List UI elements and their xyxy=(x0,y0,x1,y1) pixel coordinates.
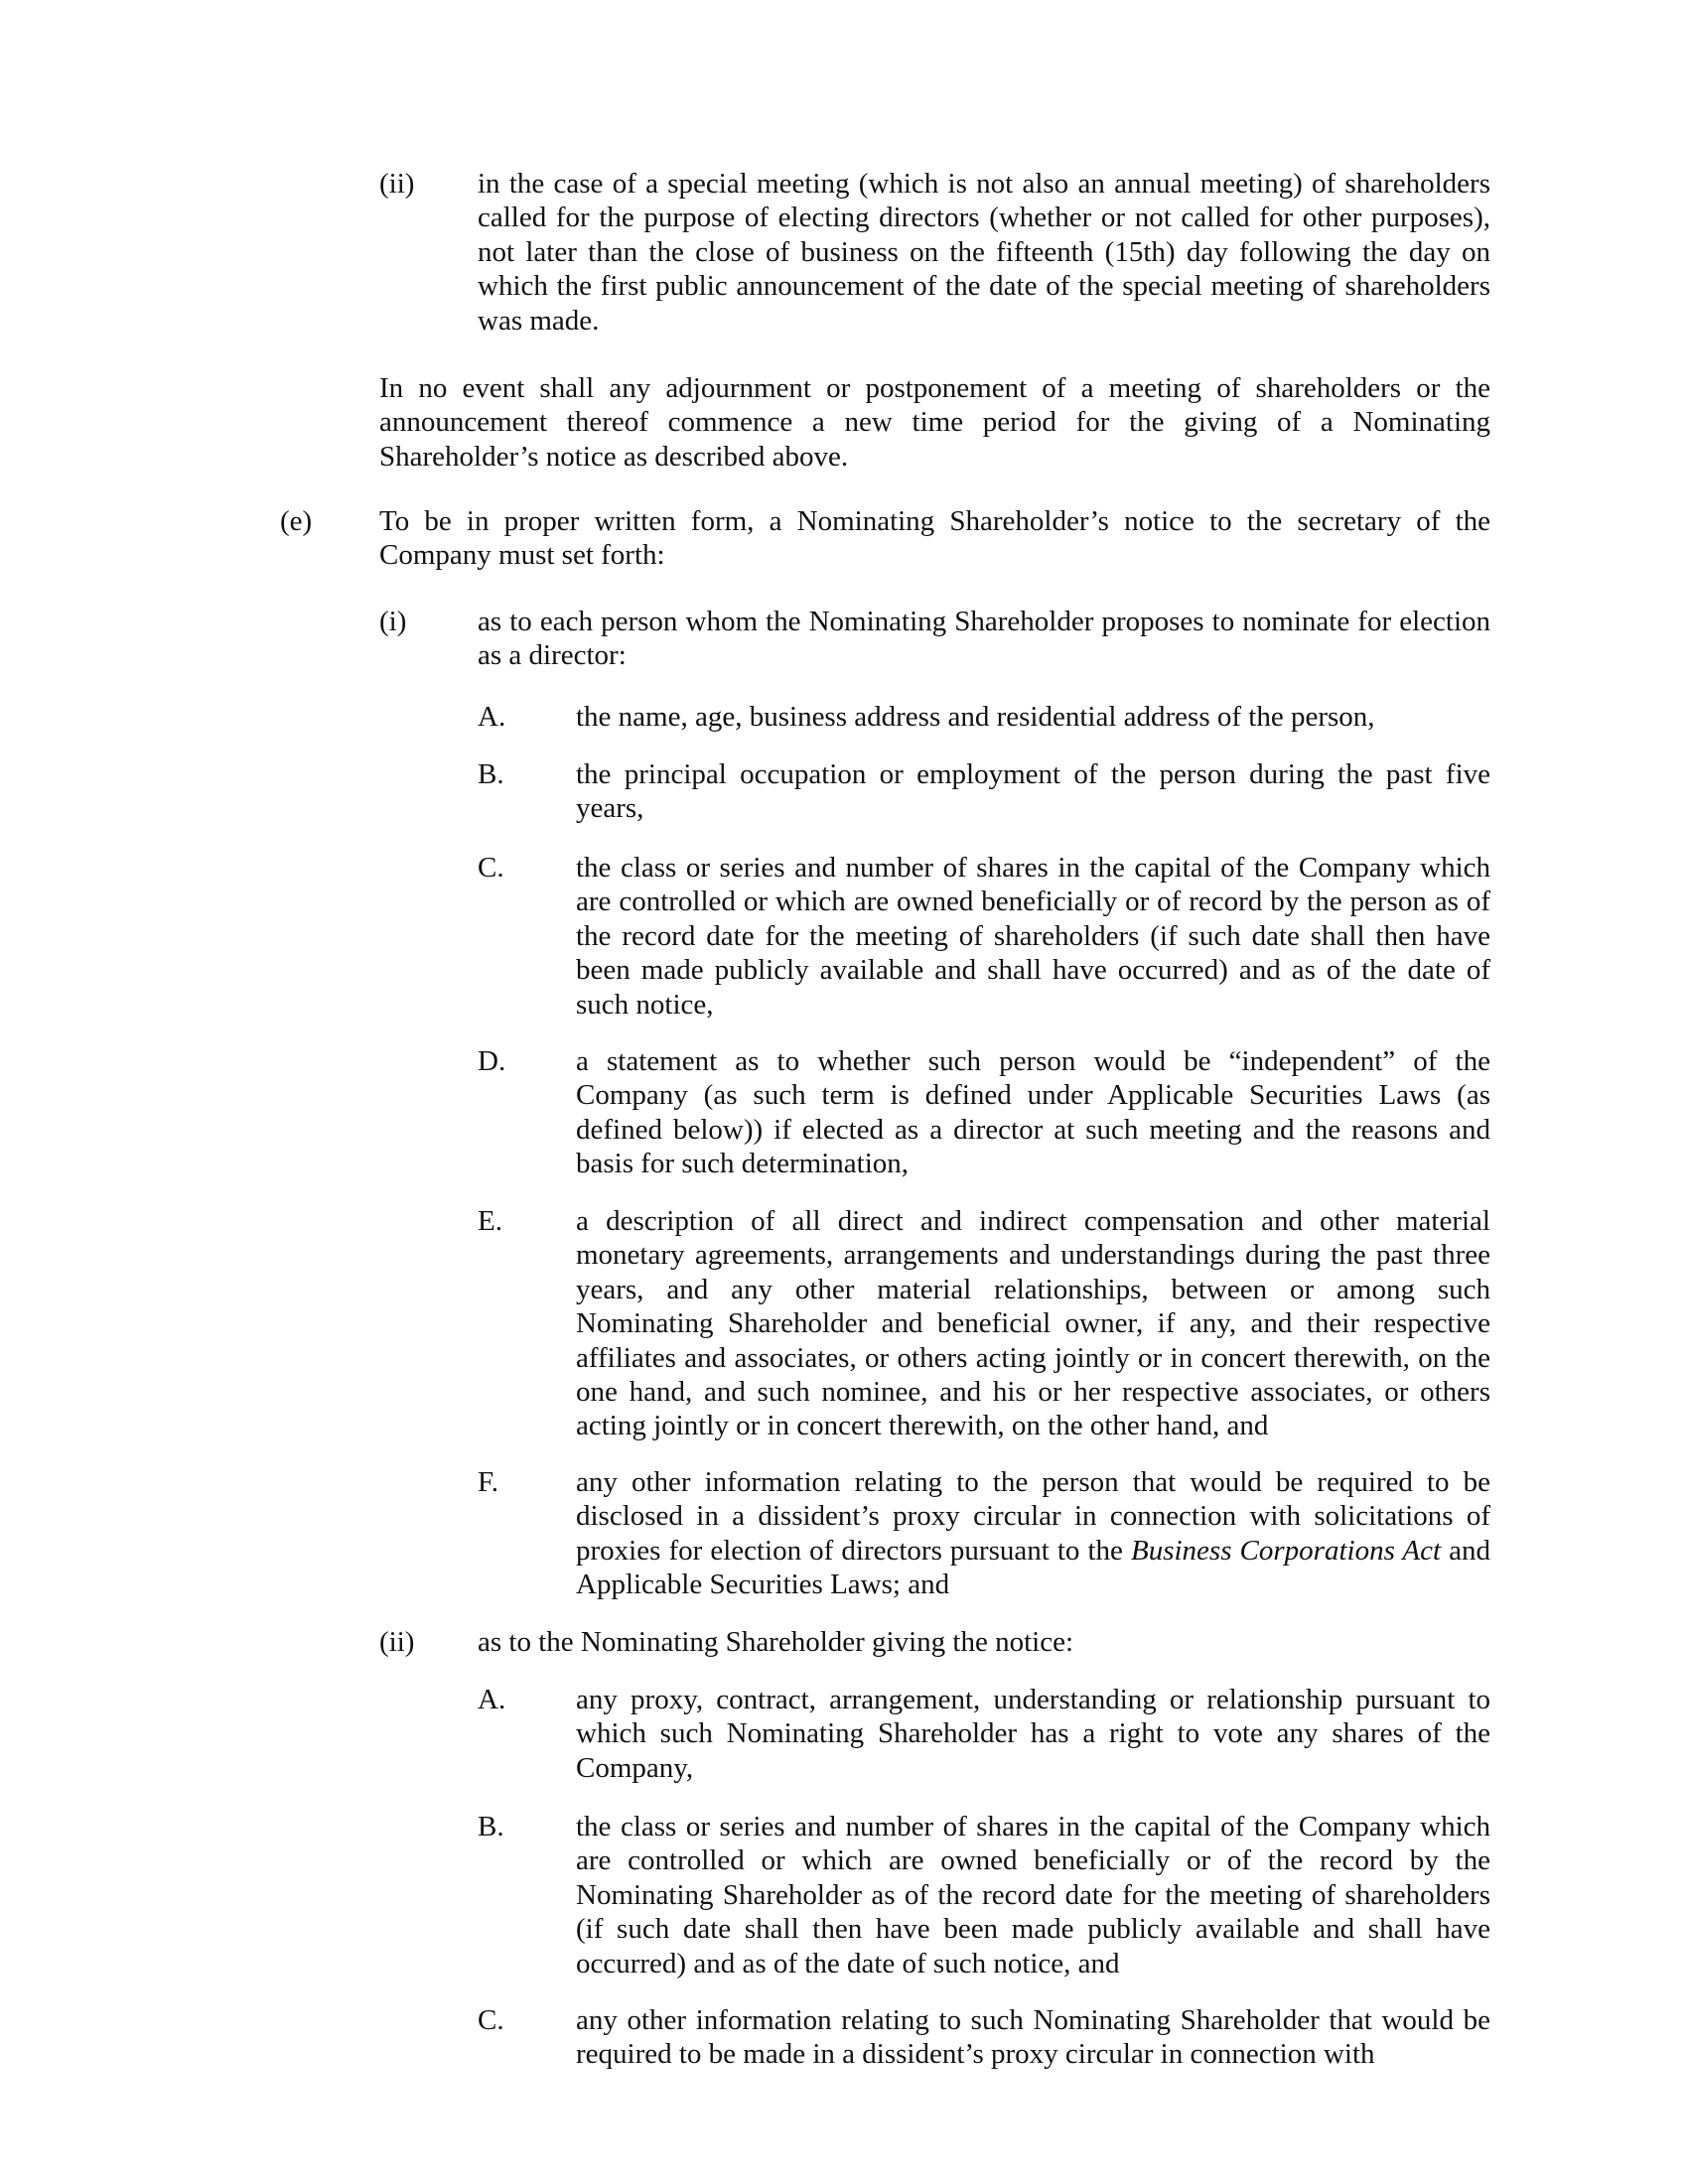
item-label-d-ii: (ii) xyxy=(379,168,415,200)
item-text-e: To be in proper written form, a Nominating Shareholder’s notice to the secretary of the Company must set forth: xyxy=(379,505,1490,572)
item-text-e-i-f-before: any other information relating to the person that would be required to be disclosed in a dissident’s proxy circular in connection with solicitations of proxies for election of directors pursuant to the xyxy=(576,1466,1490,1567)
item-text-e-i-e: a description of all direct and indirect compensation and other material monetary agreements, arrangements and understandings during the past three years, and any other material relationships, between or among such Nominating Shareholder and beneficial owner, if any, and their respective affiliates and associates, or others acting jointly or in concert therewith, on the one hand, and such nominee, and his or her respective associates, or others acting jointly or in concert therewith, on the other hand, and xyxy=(576,1205,1490,1442)
item-text-e-i-f xyxy=(576,1465,1490,1602)
item-text-e-i-b: the principal occupation or employment of the person during the past five years, xyxy=(576,758,1490,825)
item-label-e-ii: (ii) xyxy=(379,1626,415,1658)
item-label-e-i-c: C. xyxy=(478,852,504,884)
item-label-e-ii-c: C. xyxy=(478,2004,504,2036)
act-name-italic: Business Corporations Act xyxy=(1130,1534,1442,1567)
item-label-e-i-e: E. xyxy=(478,1205,502,1237)
item-text-e-ii-a: any proxy, contract, arrangement, understanding or relationship pursuant to which such Nominating Shareholder has a right to vote any shares of the Company, xyxy=(576,1684,1490,1784)
item-label-e-ii-a: A. xyxy=(478,1684,506,1715)
item-label-e-i-f: F. xyxy=(478,1466,499,1498)
item-label-e-i-d: D. xyxy=(478,1045,506,1077)
item-text-e-ii-c: any other information relating to such Nominating Shareholder that would be required to be made in a dissident’s proxy circular in connection with xyxy=(576,2004,1490,2071)
paragraph-no-event: In no event shall any adjournment or postponement of a meeting of shareholders or the announcement thereof commence a new time period for the giving of a Nominating Shareholder’s notice as described above. xyxy=(379,372,1490,473)
item-text-e-i-d: a statement as to whether such person would be “independent” of the Company (as such term is defined under Applicable Securities Laws (as defined below)) if elected as a director at such meeting and the reasons and basis for such determination, xyxy=(576,1045,1490,1180)
item-label-e-i-b: B. xyxy=(478,758,504,790)
item-text-e-ii-b: the class or series and number of shares in the capital of the Company which are controlled or which are owned beneficially or of the record by the Nominating Shareholder as of the record date for the meeting of shareholders (if such date shall then have been made publicly available and shall have occurred) and as of the date of such notice, and xyxy=(576,1811,1490,1979)
item-label-e-ii-b: B. xyxy=(478,1811,504,1843)
item-text-d-ii: in the case of a special meeting (which is not also an annual meeting) of shareholders called for the purpose of electing directors (whether or not called for other purposes), not later than the close of business on the fifteenth (15th) day following the day on which the first public announcement of the date of the special meeting of shareholders was made. xyxy=(478,168,1490,337)
item-label-e: (e) xyxy=(280,505,313,537)
item-label-e-i: (i) xyxy=(379,606,407,637)
item-text-e-i: as to each person whom the Nominating Shareholder proposes to nominate for election as a director: xyxy=(478,606,1490,672)
item-text-e-ii: as to the Nominating Shareholder giving the notice: xyxy=(478,1626,1074,1658)
item-label-e-i-a: A. xyxy=(478,701,506,733)
item-text-e-i-f-after: and Applicable Securities Laws; and xyxy=(576,1534,1491,1601)
item-text-e-i-c: the class or series and number of shares in the capital of the Company which are controlled or which are owned beneficially or of record by the person as of the record date for the meeting of shareholders (if such date shall then have been made publicly available and shall have occurred) and as of the date of such notice, xyxy=(576,852,1490,1021)
item-text-e-i-a: the name, age, business address and residential address of the person, xyxy=(576,701,1375,733)
